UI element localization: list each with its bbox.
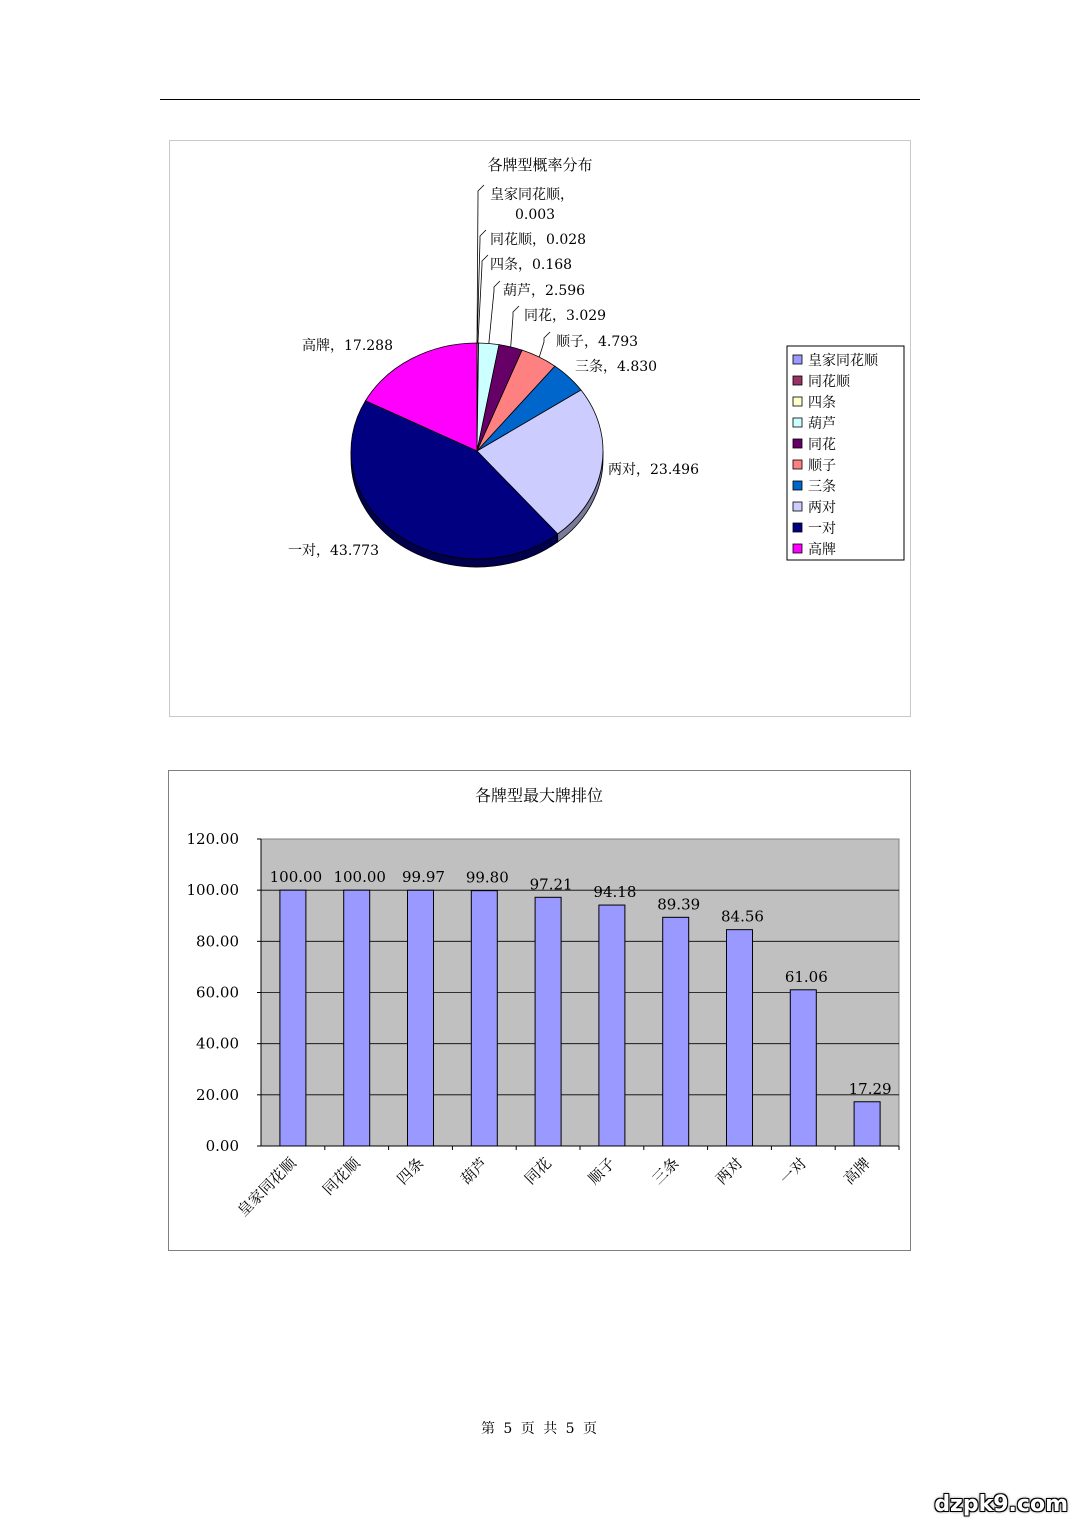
x-tick-label: 同花 bbox=[520, 1154, 555, 1189]
x-tick-label: 同花顺 bbox=[318, 1154, 364, 1199]
y-tick-label: 60.00 bbox=[196, 983, 239, 1002]
legend-label: 一对 bbox=[808, 521, 836, 537]
legend-swatch bbox=[793, 481, 802, 490]
bar-value-label: 94.18 bbox=[593, 883, 637, 902]
bar-value-label: 99.80 bbox=[465, 868, 509, 887]
bar bbox=[790, 990, 816, 1146]
bar bbox=[663, 917, 689, 1146]
legend-label: 四条 bbox=[808, 395, 836, 411]
bar-value-label: 97.21 bbox=[529, 875, 573, 894]
bar-chart-area bbox=[168, 770, 911, 1251]
bar bbox=[727, 930, 753, 1146]
y-tick-label: 20.00 bbox=[196, 1085, 239, 1104]
bar bbox=[408, 890, 434, 1146]
pie-title: 各牌型概率分布 bbox=[487, 156, 593, 174]
bar bbox=[854, 1102, 880, 1146]
pie-data-label: 高牌，17.288 bbox=[302, 338, 393, 354]
legend-label: 三条 bbox=[808, 479, 836, 495]
x-tick-label: 一对 bbox=[776, 1154, 811, 1189]
pie-data-label: 两对，23.496 bbox=[608, 462, 699, 478]
y-tick-label: 80.00 bbox=[196, 932, 239, 951]
legend-label: 同花顺 bbox=[808, 374, 850, 390]
legend-label: 皇家同花顺 bbox=[808, 353, 878, 369]
pie-data-label: 一对，43.773 bbox=[288, 543, 379, 559]
bar-chart bbox=[169, 771, 910, 1250]
bar-value-label: 17.29 bbox=[848, 1079, 892, 1098]
bar bbox=[471, 891, 497, 1146]
legend-swatch bbox=[793, 544, 802, 553]
legend-swatch bbox=[793, 502, 802, 511]
pie-data-label: 同花，3.029 bbox=[524, 308, 607, 324]
header-rule bbox=[160, 99, 920, 100]
bar-value-label: 99.97 bbox=[402, 868, 445, 887]
pie-chart bbox=[170, 141, 910, 716]
legend-swatch bbox=[793, 376, 802, 385]
legend-label: 葫芦 bbox=[808, 416, 836, 432]
bar bbox=[535, 897, 561, 1146]
pie-data-label: 四条，0.168 bbox=[490, 257, 573, 273]
bar bbox=[280, 890, 306, 1146]
x-tick-label: 高牌 bbox=[839, 1154, 874, 1189]
pie-leader-line bbox=[489, 281, 500, 343]
bar-title: 各牌型最大牌排位 bbox=[474, 786, 604, 805]
bar-value-label: 84.56 bbox=[721, 907, 764, 926]
y-tick-label: 0.00 bbox=[205, 1137, 239, 1155]
pie-data-label: 皇家同花顺， 0.003 bbox=[490, 187, 574, 223]
y-tick-label: 120.00 bbox=[186, 830, 239, 848]
x-tick-label: 皇家同花顺 bbox=[233, 1154, 300, 1220]
watermark-logo: dzpk9.com bbox=[934, 1492, 1068, 1517]
bar-value-label: 89.39 bbox=[657, 895, 701, 914]
bar-value-label: 100.00 bbox=[269, 868, 323, 887]
legend-label: 同花 bbox=[808, 437, 836, 453]
legend-swatch bbox=[793, 439, 802, 448]
pie-data-label: 顺子，4.793 bbox=[556, 334, 639, 350]
legend-label: 两对 bbox=[808, 500, 836, 516]
pie-data-label: 同花顺，0.028 bbox=[490, 232, 587, 248]
x-tick-label: 四条 bbox=[393, 1154, 428, 1189]
legend-swatch bbox=[793, 523, 802, 532]
legend-swatch bbox=[793, 355, 802, 364]
bar bbox=[599, 905, 625, 1146]
bar bbox=[344, 890, 370, 1146]
x-tick-label: 葫芦 bbox=[457, 1154, 492, 1189]
legend-label: 顺子 bbox=[808, 458, 836, 474]
page-footer: 第 5 页 共 5 页 bbox=[480, 1421, 600, 1437]
x-tick-label: 两对 bbox=[712, 1154, 747, 1189]
pie-data-label: 葫芦，2.596 bbox=[503, 283, 586, 299]
y-tick-label: 40.00 bbox=[196, 1034, 239, 1053]
legend-label: 高牌 bbox=[808, 542, 836, 558]
pie-leader-line bbox=[511, 306, 519, 347]
pie-data-label: 三条，4.830 bbox=[575, 359, 658, 375]
y-tick-label: 100.00 bbox=[186, 881, 239, 900]
legend-swatch bbox=[793, 460, 802, 469]
pie-chart-area bbox=[169, 140, 911, 717]
pie-leader-line bbox=[539, 332, 550, 357]
legend-swatch bbox=[793, 397, 802, 406]
legend-swatch bbox=[793, 418, 802, 427]
x-tick-label: 三条 bbox=[648, 1154, 683, 1189]
bar-value-label: 61.06 bbox=[784, 967, 828, 986]
x-tick-label: 顺子 bbox=[584, 1154, 619, 1189]
bar-value-label: 100.00 bbox=[333, 868, 386, 887]
